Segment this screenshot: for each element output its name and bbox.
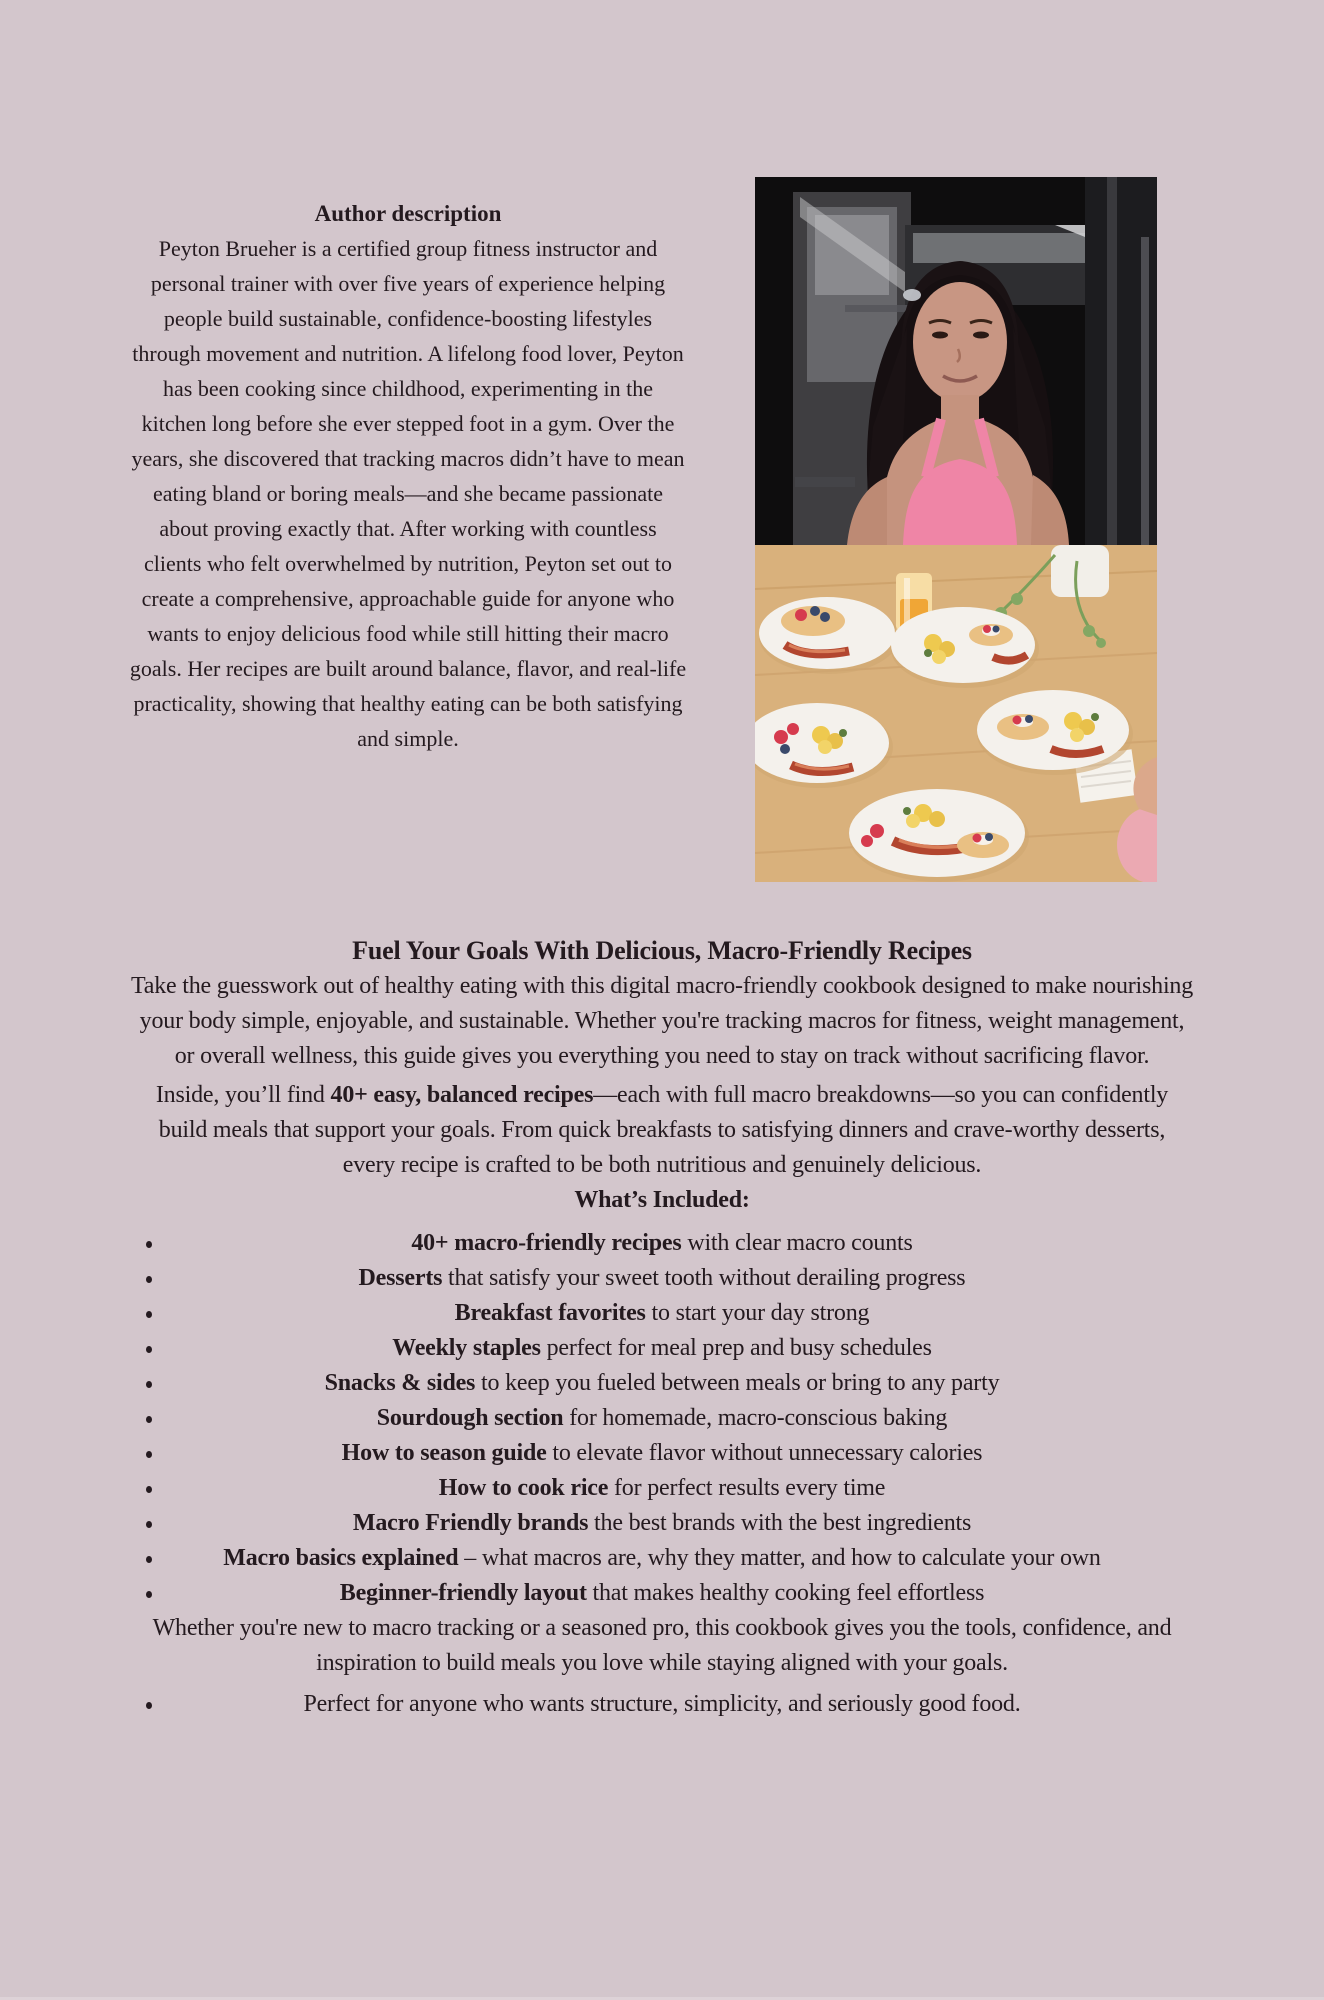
list-item-bold-label: How to cook rice xyxy=(438,1475,609,1501)
list-item: Macro Friendly brands the best brands with the best ingredients xyxy=(162,1506,1162,1541)
list-item: Perfect for anyone who wants structure, simplicity, and seriously good food. xyxy=(162,1687,1162,1722)
author-heading: Author description xyxy=(314,201,502,226)
portrait-photo-graphic xyxy=(755,177,1157,545)
list-item-bold-label: Macro Friendly brands xyxy=(352,1510,589,1536)
intro-paragraph-2-prefix: Inside, you’ll find xyxy=(155,1082,331,1108)
intro-paragraph-1: Take the guesswork out of healthy eating with this digital macro-friendly cookbook designed to make nourishing your body simple, enjoyable, and sustainable. Whether you're tracking macros for fitness, weight management, or overall wellness, this guide gives you everything you need to stay on track without sacrificing flavor. xyxy=(130,973,1194,1069)
included-heading: What’s Included: xyxy=(574,1187,750,1213)
breakfast-photo-graphic xyxy=(755,545,1157,882)
author-body-text: Peyton Brueher is a certified group fitness instructor and personal trainer with over five years of experience helping people build sustainable, confidence-boosting lifestyles through movement and nutrition. A lifelong food lover, Peyton has been cooking since childhood, experimenting in the kitchen long before she ever stepped foot in a gym. Over the years, she discovered that tracking macros didn’t have to mean eating bland or boring meals—and she became passionate about proving exactly that. After working with countless clients who felt overwhelmed by nutrition, Peyton set out to create a comprehensive, approachable guide for anyone who wants to enjoy delicious food while still hitting their macro goals. Her recipes are built around balance, flavor, and real-life practicality, showing that healthy eating can be both satisfying and simple. xyxy=(129,236,687,751)
list-item: Snacks & sides to keep you fueled between meals or bring to any party xyxy=(162,1366,1162,1401)
intro-paragraph-2 xyxy=(130,1078,1194,1183)
list-item-bold-label: How to season guide xyxy=(341,1440,547,1466)
list-item: Desserts that satisfy your sweet tooth without derailing progress xyxy=(162,1261,1162,1296)
list-item-bold-label: Macro basics explained xyxy=(223,1545,459,1571)
list-item-bold-label: 40+ macro-friendly recipes xyxy=(411,1230,682,1256)
list-item: Weekly staples perfect for meal prep and busy schedules xyxy=(162,1331,1162,1366)
list-item: How to cook rice for perfect results every time xyxy=(162,1471,1162,1506)
included-list xyxy=(162,1226,1162,1611)
closing-paragraph: Whether you're new to macro tracking or a seasoned pro, this cookbook gives you the tools, confidence, and inspiration to build meals you love while staying aligned with your goals. xyxy=(152,1615,1172,1676)
list-item-bold-label: Breakfast favorites xyxy=(454,1300,646,1326)
list-item: Sourdough section for homemade, macro-conscious baking xyxy=(162,1401,1162,1436)
list-item: 40+ macro-friendly recipes with clear macro counts xyxy=(162,1226,1162,1261)
list-item: Breakfast favorites to start your day strong xyxy=(162,1296,1162,1331)
list-item-bold-label: Weekly staples xyxy=(392,1335,541,1361)
list-item-bold-label: Beginner-friendly layout xyxy=(339,1580,587,1606)
closing-list xyxy=(162,1687,1162,1722)
list-item-bold-label: Sourdough section xyxy=(376,1405,564,1431)
breakfast-photo xyxy=(755,545,1157,882)
author-portrait-photo xyxy=(755,177,1157,545)
intro-paragraph-2-suffix: —each with full macro breakdowns—so you can confidently build meals that support your goals. From quick breakfasts to satisfying dinners and crave-worthy desserts, every recipe is crafted to be both nutritious and genuinely delicious. xyxy=(158,1082,1169,1178)
intro-heading: Fuel Your Goals With Delicious, Macro-Friendly Recipes xyxy=(352,936,972,965)
list-item: Macro basics explained – what macros are, why they matter, and how to calculate your own xyxy=(162,1541,1162,1576)
author-description-section xyxy=(128,196,688,756)
book-description-section xyxy=(130,933,1194,1722)
intro-paragraph-2-bold: 40+ easy, balanced recipes xyxy=(330,1082,594,1108)
list-item: How to season guide to elevate flavor without unnecessary calories xyxy=(162,1436,1162,1471)
list-item: Beginner-friendly layout that makes healthy cooking feel effortless xyxy=(162,1576,1162,1611)
list-item-bold-label: Desserts xyxy=(358,1265,443,1291)
list-item-bold-label: Snacks & sides xyxy=(324,1370,476,1396)
